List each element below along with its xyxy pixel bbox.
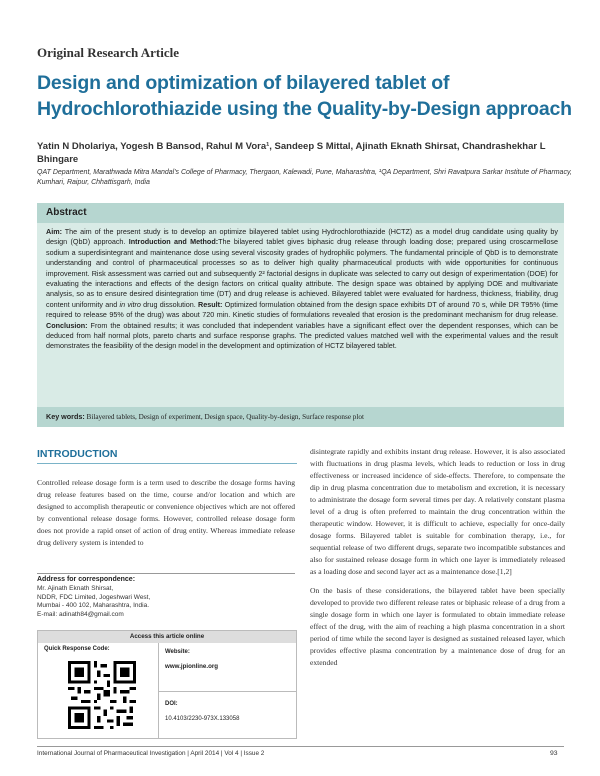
intro-heading: INTRODUCTION — [37, 448, 118, 460]
intro-paragraph-1: Controlled release dosage form is a term used to describe the dosage forms having drug release features based on the time, course and/or location and which are designed to accomplish therapeutic or convenience objectives which are not offered by conventional release dosage forms. However, controlled release dosage form does not provide a rapid onset of action of drug entity. Whereas immediate release drug delivery system is intended to — [37, 478, 295, 548]
correspondence-line: NDDR, FDC Limited, Jogeshwari West, — [37, 593, 151, 601]
right-column — [310, 446, 565, 669]
abstract-box — [37, 203, 564, 427]
abstract-heading: Abstract — [46, 207, 87, 218]
abstract-header — [37, 203, 564, 223]
qr-code-icon[interactable] — [68, 661, 136, 729]
doi-label: DOI: — [165, 701, 178, 707]
keywords-list: Bilayered tablets, Design of experiment, Design space, Quality-by-design, Surface response plot — [84, 413, 364, 421]
section-divider — [37, 463, 297, 464]
method-end: drug dissolution. — [140, 299, 199, 309]
access-heading: Access this article online — [38, 631, 296, 643]
left-column — [37, 477, 295, 549]
correspondence-address — [37, 585, 150, 619]
article-title: Design and optimization of bilayered tablet of Hydrochlorothiazide using the Quality-by-Design approach — [37, 72, 572, 120]
intro-paragraph-2: disintegrate rapidly and exhibits instant drug release. However, it is also associated with fluctuations in drug plasma levels, which leads to reduction or loss in drug effectiveness or increased incidence of side-effects. Therefore, to compensate the dip in drug plasma concentration due to metabolism and excretion, it is necessary to administrate the dosage form several times per day. A relatively constant plasma level of a drug is often preferred to maintain the drug concentration within the therapeutic window. However, it is difficult to achieve, especially for once-daily dosage forms. Bilayered tablet is suitable for combination therapy, i.e., for sequential release of two different drugs, separate two incompatible substances and also for sustained release dosage form in which one layer is immediately released as a loading dose and second layer act as a maintenance dose.[1,2] — [310, 447, 565, 577]
author-list: Yatin N Dholariya, Yogesh B Bansod, Rahul M Vora¹, Sandeep S Mittal, Ajinath Eknath Shirsat, Chandrashekhar L Bhingare — [37, 141, 546, 165]
method-italic: in vitro — [119, 299, 141, 309]
conclusion-label: Conclusion: — [46, 320, 88, 330]
correspondence-line: Mr. Ajinath Eknath Shirsat, — [37, 585, 114, 592]
access-divider — [158, 691, 296, 692]
page-number: 93 — [550, 750, 558, 757]
website-link[interactable]: www.jpionline.org — [165, 663, 219, 670]
correspondence-line: Mumbai - 400 102, Maharashtra, India. — [37, 602, 150, 610]
footer-divider — [37, 746, 564, 747]
qr-label: Quick Response Code: — [44, 646, 110, 652]
aim-label: Aim: — [46, 227, 62, 236]
conclusion-text: From the obtained results; it was concluded that independent variables have a significant effect over the dependent responses, which can be deduced from half normal plots, pareto charts and surface response graphs. The predicted values matched well with the experimental values and the result demonstrates the feasibility of the design model in the development and optimization of HCTZ bilayered tablet. — [46, 320, 558, 351]
article-type: Original Research Article — [37, 45, 180, 60]
abstract-text — [46, 227, 558, 352]
access-online-box — [37, 630, 297, 739]
keywords-label: Key words: — [46, 412, 85, 421]
affiliation: QAT Department, Marathwada Mitra Mandal's College of Pharmacy, Thergaon, Kalewadi, Pune, Maharashtra, ¹QA Department, Shri Ravatpura Sarkar Institute of Pharmacy, Kumhari, Raipur, Chhattisgarh, India — [37, 169, 572, 186]
correspondence-box — [37, 573, 295, 630]
footer-journal: International Journal of Pharmaceutical Investigation | April 2014 | Vol 4 | Issue 2 — [37, 750, 265, 757]
doi-link[interactable]: 10.4103/2230-973X.133058 — [165, 716, 240, 722]
correspondence-email[interactable]: E-mail: adinath84@gmail.com — [37, 610, 124, 618]
aim-text: The aim of the present study is to develop an optimize bilayered tablet using Hydrochlorothiazide (HCTZ) as a model drug candidate using quality by design (QbD) approach. — [46, 227, 558, 247]
method-text: The bilayered tablet gives biphasic drug release through loading dose; prepared using croscarmellose sodium a superdisintegrant and maintenance dose using several viscosity grades of hydrophilic polymers. The fundamental principle of QbD is to demonstrate understanding and control of pharmaceutical processes so as to deliver high quality pharmaceutical products with wide opportunities for continuous improvement. Risk assessment was carried out and subsequently 2² factorial designs in duplicate was selected to carry out design of experimentation (DOE) for evaluating the interactions and effects of the design factors on critical quality attribute. The design space was obtained by applying DOE and multivariate analysis, so as to ensure desired disintegration time (DT) and drug release is achieved. Bilayered tablet were evaluated for hardness, thickness, friability, drug content uniformity and — [46, 237, 558, 309]
website-label: Website: — [165, 649, 190, 655]
correspondence-heading: Address for correspondence: — [37, 576, 136, 583]
keywords — [46, 412, 364, 421]
method-label: Introduction and Method: — [128, 237, 219, 247]
result-label: Result: — [198, 299, 223, 309]
result-text: Optimized formulation obtained from the design space exhibits DT of around 70 s, while DR T95% (time required to release 95% of the drug) was about 720 min. Kinetic studies of formulations revealed that erosion is the predominant mechanism for drug release. — [46, 299, 559, 320]
keywords-bar — [37, 407, 564, 427]
intro-paragraph-3: On the basis of these considerations, the bilayered tablet have been specially developed to provide two different release rates or biphasic release of a drug from a single dosage form in which one layer is formulated to obtain immediate release effect of the drug, with the aim of reaching a high plasma concentration in a short period of time while the second layer is designed as sustained released layer, which provides effective plasma concentration by a maintenance dose of drug for an extended — [310, 585, 565, 667]
